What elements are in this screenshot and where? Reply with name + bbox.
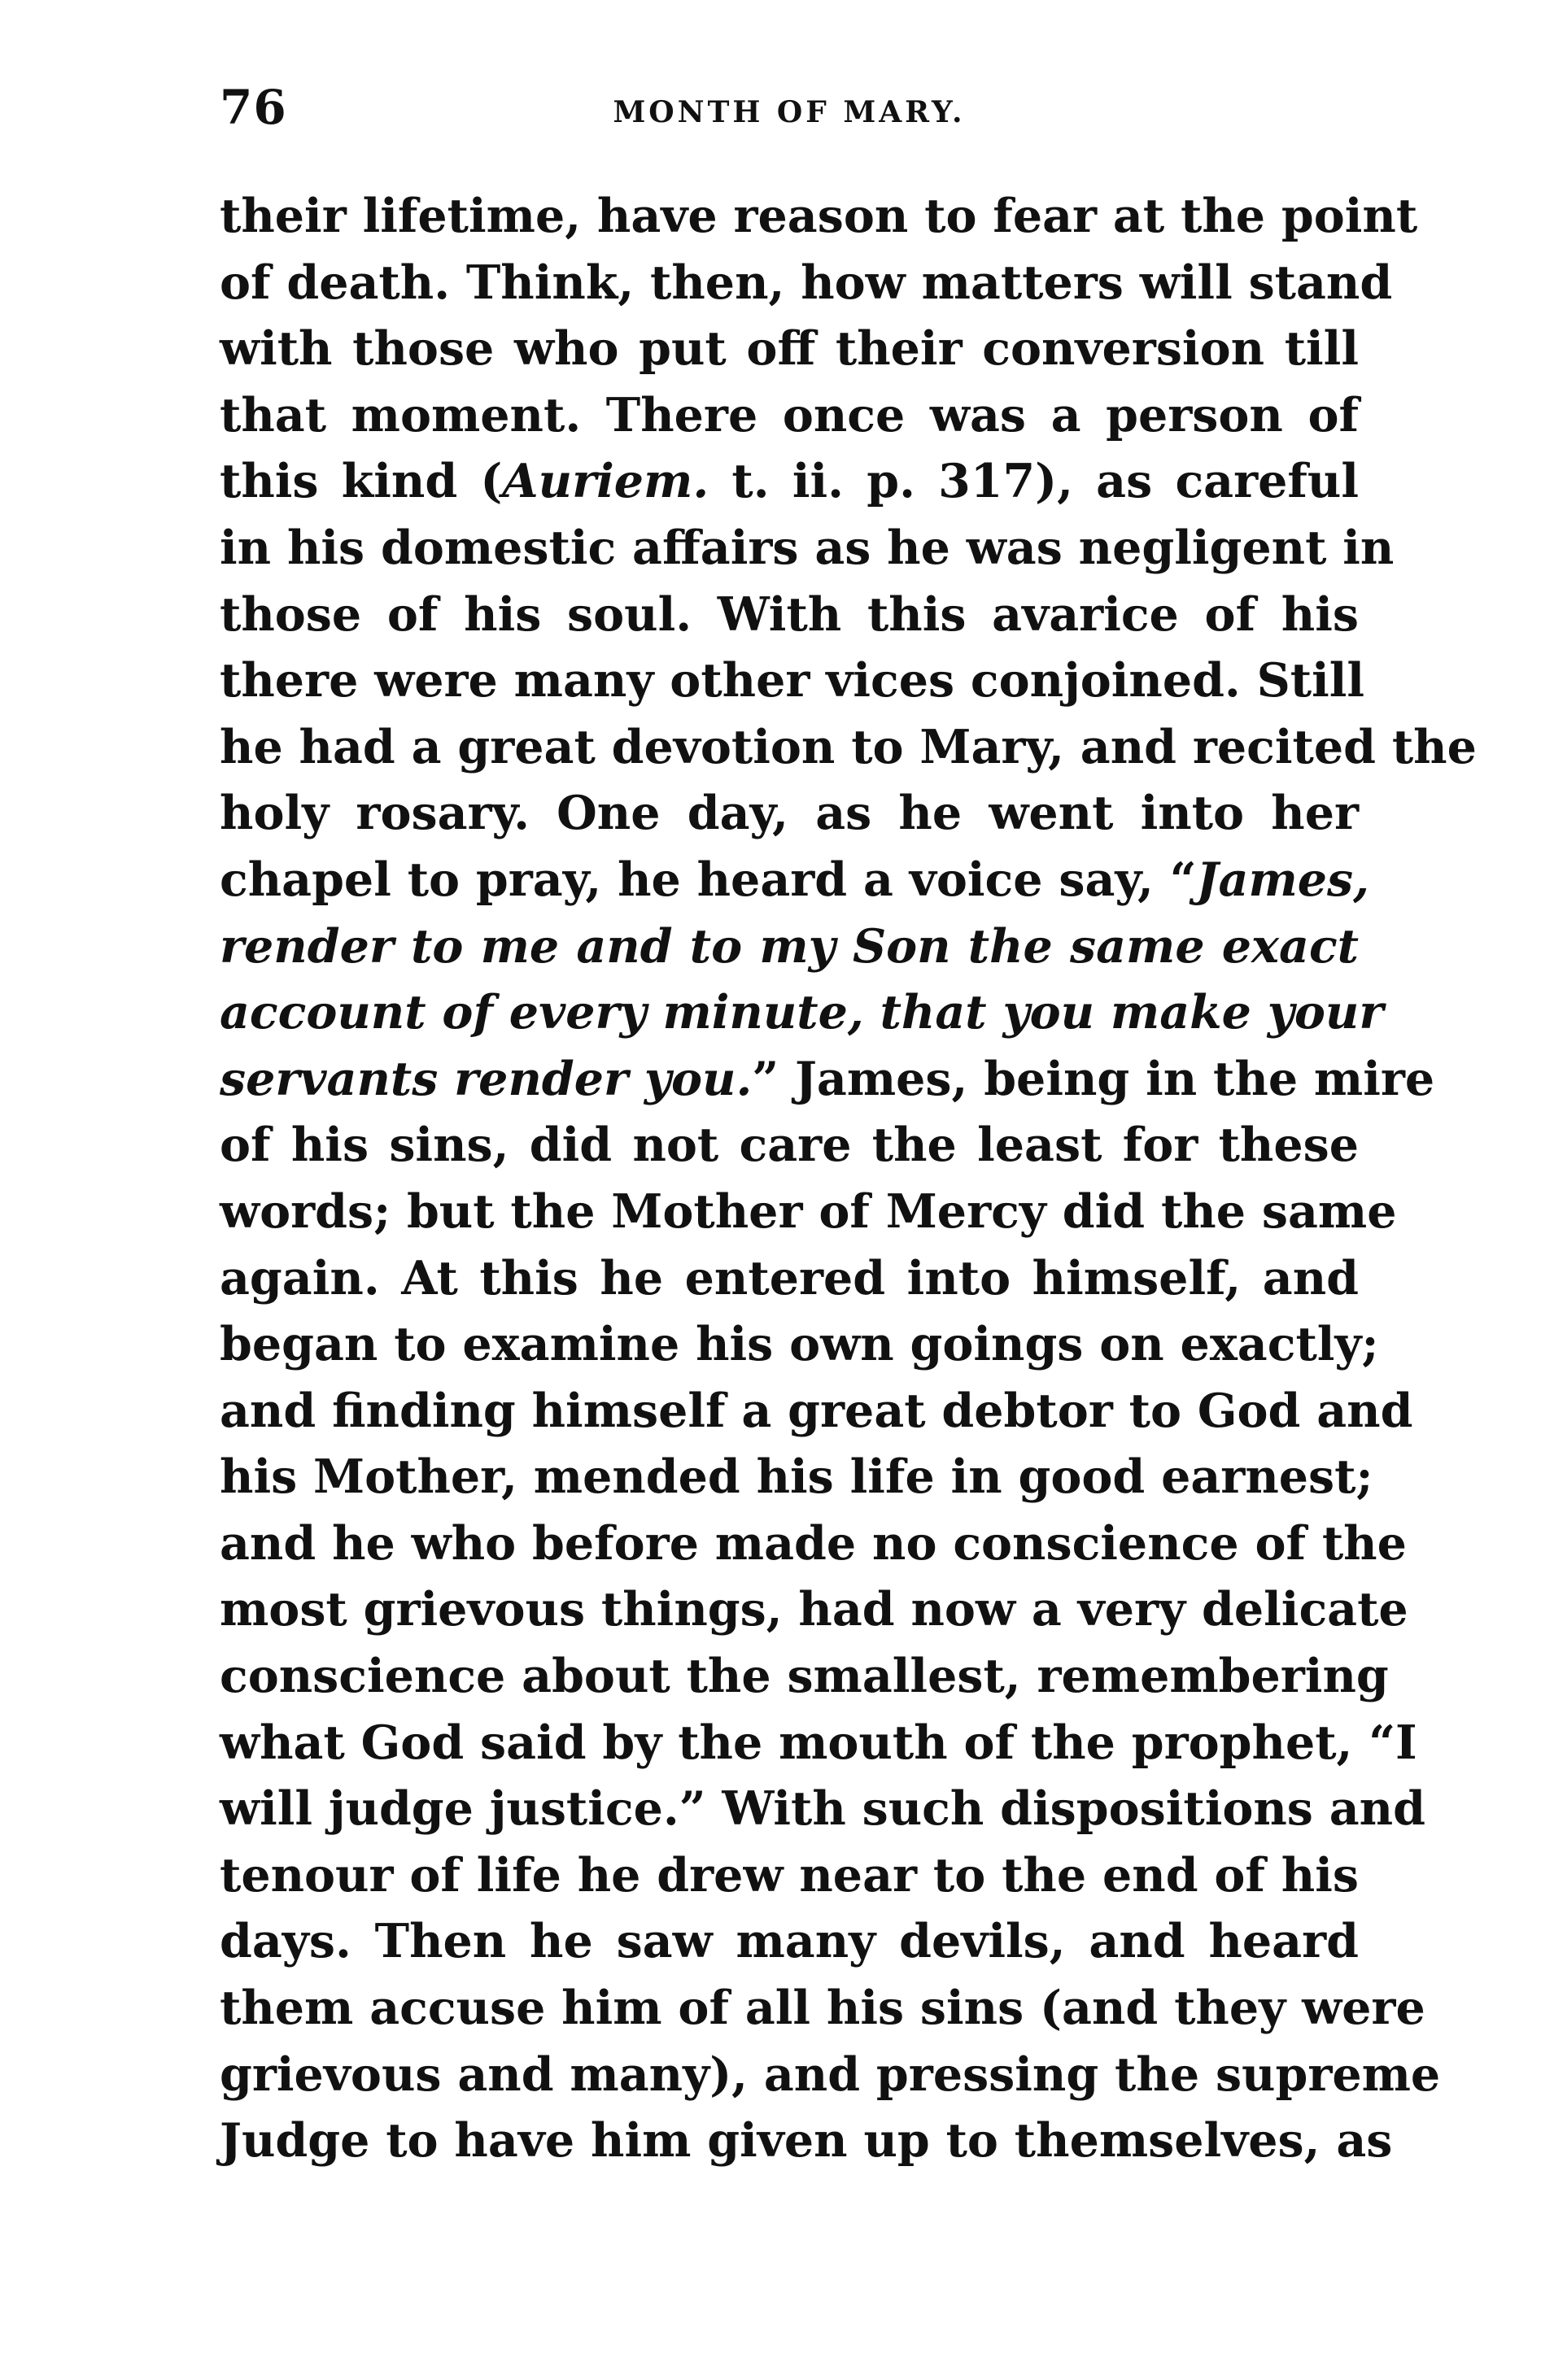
text-segment: of death. Think, then, how matters will stand (220, 255, 1393, 310)
text-segment: their lifetime, have reason to fear at the point (220, 189, 1418, 243)
text-segment: in his domestic affairs as he was negligent in (220, 520, 1395, 575)
text-segment: days. Then he saw many devils, and heard (220, 1914, 1359, 1969)
text-segment: most grievous things, had now a very delicate (220, 1582, 1408, 1637)
text-line (220, 1179, 1397, 1245)
text-segment: will judge justice.” With such dispositions and (220, 1781, 1425, 1837)
text-line (220, 1311, 1379, 1378)
text-line (220, 448, 1359, 515)
text-segment: he had a great devotion to Mary, and recited the (220, 719, 1477, 774)
italic-segment: render to me and to my Son the same exact (220, 918, 1359, 974)
text-line (220, 1842, 1359, 1909)
text-line (220, 1710, 1417, 1776)
text-line (220, 1245, 1359, 1312)
text-line (220, 1444, 1373, 1510)
italic-segment: James, (1196, 852, 1369, 907)
text-line (220, 1378, 1413, 1445)
text-segment: t. ii. p. 317), as careful (709, 454, 1359, 509)
running-title: MONTH OF MARY. (613, 95, 966, 129)
text-segment: ” James, being in the mire (752, 1051, 1435, 1106)
text-segment: tenour of life he drew near to the end of his (220, 1847, 1359, 1903)
text-line (220, 382, 1359, 449)
text-segment: conscience about the smallest, remembering (220, 1649, 1389, 1704)
text-line (220, 913, 1359, 980)
text-segment: Judge to have him given up to themselves, as (220, 2113, 1393, 2169)
text-segment: this kind ( (220, 454, 503, 509)
text-segment: again. At this he entered into himself, and (220, 1250, 1359, 1306)
text-line (220, 582, 1359, 648)
text-line (220, 1046, 1435, 1113)
text-segment: and finding himself a great debtor to God and (220, 1383, 1413, 1438)
text-line (220, 250, 1393, 316)
text-segment: them accuse him of all his sins (and they were (220, 1981, 1425, 2036)
text-segment: of his sins, did not care the least for these (220, 1118, 1359, 1173)
text-line (220, 515, 1395, 582)
text-segment: what God said by the mouth of the prophet, “I (220, 1715, 1417, 1770)
text-line (220, 1776, 1425, 1842)
italic-segment: account of every minute, that you make your (220, 985, 1384, 1040)
italic-segment: servants render you. (220, 1051, 753, 1106)
text-line (220, 1908, 1359, 1975)
text-line (220, 714, 1477, 781)
text-line (220, 1112, 1359, 1179)
text-line (220, 1576, 1408, 1643)
italic-segment: Auriem. (502, 454, 709, 509)
text-segment: words; but the Mother of Mercy did the same (220, 1183, 1397, 1239)
text-segment: grievous and many), and pressing the supreme (220, 2047, 1441, 2102)
text-line (220, 1975, 1425, 2042)
text-segment: holy rosary. One day, as he went into her (220, 786, 1359, 841)
text-line (220, 1510, 1407, 1577)
text-segment: chapel to pray, he heard a voice say, “ (220, 852, 1197, 907)
text-segment: and he who before made no conscience of the (220, 1515, 1407, 1571)
text-segment: began to examine his own goings on exactly; (220, 1317, 1379, 1372)
text-segment: his Mother, mended his life in good earnest; (220, 1449, 1373, 1505)
page-header (220, 75, 1359, 140)
text-segment: with those who put off their conversion till (220, 321, 1359, 377)
text-line (220, 780, 1359, 847)
text-line (220, 847, 1369, 913)
text-line (220, 2042, 1441, 2108)
body-text (220, 183, 1477, 2174)
text-line (220, 1643, 1389, 1710)
text-line (220, 183, 1418, 250)
text-line (220, 979, 1384, 1046)
text-line (220, 316, 1359, 382)
page-number: 76 (220, 80, 287, 135)
text-segment: those of his soul. With this avarice of his (220, 586, 1359, 642)
text-segment: that moment. There once was a person of (220, 387, 1359, 442)
text-segment: there were many other vices conjoined. Still (220, 653, 1365, 708)
text-line (220, 2108, 1393, 2174)
text-line (220, 647, 1365, 714)
